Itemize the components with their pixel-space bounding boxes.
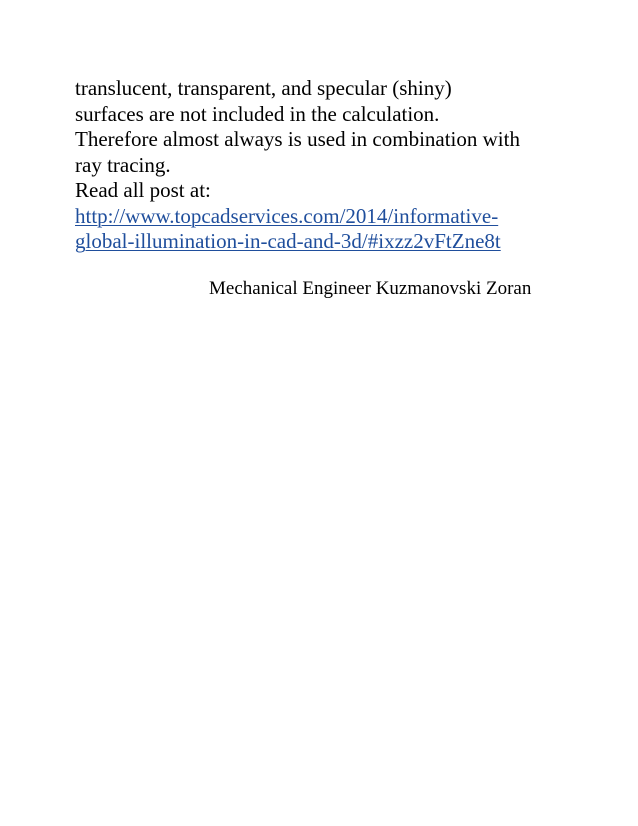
paragraph-line: Therefore almost always is used in combination with [75,127,520,151]
paragraph-line: translucent, transparent, and specular (shiny) [75,76,452,100]
read-more-label: Read all post at: [75,178,211,202]
paragraph-line: ray tracing. [75,152,171,177]
post-link-line-2[interactable]: global-illumination-in-cad-and-3d/#ixzz2vFtZne8t [75,229,501,253]
post-link-line-1[interactable]: http://www.topcadservices.com/2014/informative- [75,203,499,228]
paragraph-line: surfaces are not included in the calculation. [75,101,440,126]
author-signature: Mechanical Engineer Kuzmanovski Zoran [209,278,532,299]
body-text [75,76,595,255]
